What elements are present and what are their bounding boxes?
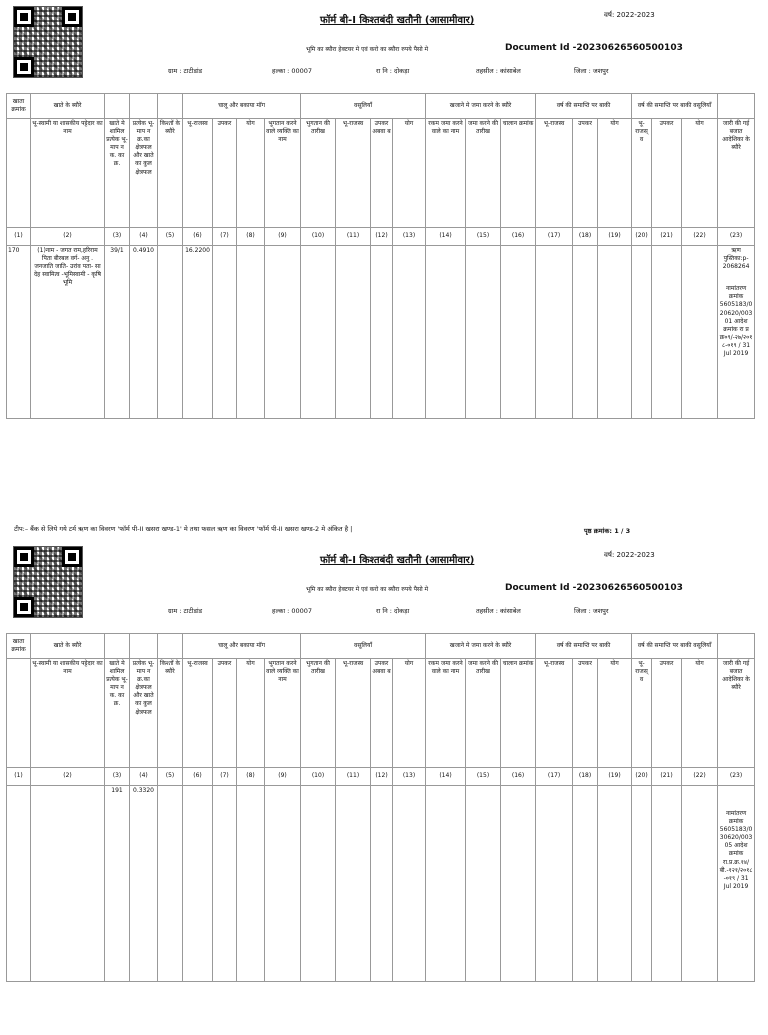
area-value: 0.3320 [130, 786, 158, 982]
col-header: भू-राजस् व [632, 119, 652, 228]
rani-label: रा नि : दोकड़ा [376, 67, 410, 75]
table-row [7, 246, 755, 419]
document-id: Document Id -20230626560500103 [505, 583, 683, 593]
header-chalu: चालू और बकाया मॉग [183, 94, 301, 119]
col-number: (14) [426, 228, 466, 246]
namantaran-details: नामांतरण क्रमांक 5605183/020620/00301 आदेश क्रमांक रा प्र क्र०९/-२७/२०१८-०१९ / 31 Jul 2019 [719, 285, 753, 358]
col-header: प्रत्येक भू-माप न क्र.का क्षेत्रफल और खाते का कुल क्षेत्रफल [130, 659, 158, 768]
kisht-value [158, 246, 183, 419]
col-header: भू-स्वामी या शासकीय पट्टेदार का नाम [31, 119, 105, 228]
document-id: Document Id -20230626560500103 [505, 43, 683, 53]
form-title: फॉर्म बी-I किश्तबंदी खतौनी (आसामीवार) [320, 15, 475, 26]
col-number: (7) [213, 768, 237, 786]
col-header: जमा करने की तारीख [466, 659, 501, 768]
col-header: उपकर [573, 119, 598, 228]
ledger-page-1 [0, 0, 768, 495]
col-number: (8) [237, 228, 265, 246]
owner-details: (1)नाम - जगत राम,हरिराम पिता बीरबल वर्ग- अनु . जनजाति जाति- उरांव पता- सा देह स्वामित्व -भूमिस्वामी - कृषि भूमि [31, 246, 105, 419]
khasra-number: 39/1 [105, 246, 130, 419]
col-header: उपकर [573, 659, 598, 768]
qr-finder [14, 57, 34, 77]
halka-label: हल्का : 00007 [272, 607, 313, 615]
qr-finder [62, 547, 82, 567]
col-number: (11) [336, 768, 371, 786]
col-number: (4) [130, 768, 158, 786]
khata-number: 170 [7, 246, 31, 419]
col-header: भू-राजस्व [183, 659, 213, 768]
form-title: फॉर्म बी-I किश्तबंदी खतौनी (आसामीवार) [320, 555, 475, 566]
col-header: जारी की गई बजात आदेशिका के ब्यौरे [718, 119, 755, 228]
col-number: (21) [652, 228, 682, 246]
khasra-number: 191 [105, 786, 130, 982]
qr-finder [14, 597, 34, 617]
col-header: उपकर [652, 659, 682, 768]
col-header: भुगतान की तारीख [301, 659, 336, 768]
col-header: जमा करने की तारीख [466, 119, 501, 228]
col-number: (3) [105, 228, 130, 246]
qr-finder [14, 547, 34, 567]
header-varsh-vasuli: वर्ष की समाप्ति पर बाकी वसूलियाँ [632, 94, 718, 119]
col-number: (18) [573, 228, 598, 246]
col-number: (3) [105, 768, 130, 786]
col-header: भू-राजस्व [183, 119, 213, 228]
tehsil-label: तहसील : कांसाबेल [476, 607, 521, 615]
col-number: (6) [183, 228, 213, 246]
col-number: (9) [265, 768, 301, 786]
col-number: (18) [573, 768, 598, 786]
col-number: (6) [183, 768, 213, 786]
col-header: भुगतान करने वाले व्यक्ति का नाम [265, 659, 301, 768]
col-number: (17) [536, 228, 573, 246]
header-khate: खाते के ब्यौरे [31, 634, 105, 659]
col-number: (16) [501, 228, 536, 246]
zila-label: जिला : जशपुर [574, 607, 609, 615]
gram-label: ग्राम : टाटीडांड [168, 607, 203, 615]
col-number: (5) [158, 768, 183, 786]
header-vasuli: वसूलियाँ [301, 94, 426, 119]
header-khajane: खजाने मे जमा करने के ब्यौरे [426, 634, 536, 659]
col-number: (10) [301, 228, 336, 246]
col-number: (20) [632, 228, 652, 246]
col-number: (5) [158, 228, 183, 246]
col-header: किश्तों के ब्यौरे [158, 119, 183, 228]
header-varsh-vasuli: वर्ष की समाप्ति पर बाकी वसूलियाँ [632, 634, 718, 659]
year-label: वर्ष: 2022-2023 [604, 11, 655, 19]
col-header: भुगतान की तारीख [301, 119, 336, 228]
units-note: भूमि का ब्यौरा हेक्टयर मे एवं करो का ब्यौरा रुपये पैसो मे [306, 46, 429, 53]
col-number: (8) [237, 768, 265, 786]
col-number: (19) [598, 768, 632, 786]
qr-code [14, 7, 82, 77]
qr-finder [62, 7, 82, 27]
col-number: (22) [682, 228, 718, 246]
footnote: टीप:– बैंक से लिये गये टर्म ऋण का विवरण 'फॉर्म पी-II खसरा खण्ड-1' मे तथा फसल ऋण का विवरण 'फॉर्म पी-II खसरा खण्ड-2 मे अंकित है | [14, 525, 353, 533]
col-header: उपकर [652, 119, 682, 228]
khata-number [7, 786, 31, 982]
col-number: (2) [31, 768, 105, 786]
col-header: रकम जमा करने वाले का नाम [426, 659, 466, 768]
col-number: (1) [7, 228, 31, 246]
col-header: चालान क्रमांक [501, 119, 536, 228]
year-label: वर्ष: 2022-2023 [604, 551, 655, 559]
col-number: (22) [682, 768, 718, 786]
col-header: योग [598, 119, 632, 228]
col-header: चालान क्रमांक [501, 659, 536, 768]
area-value: 0.4910 [130, 246, 158, 419]
col-header: खाते मे शामिल प्रत्येक भू-माप न क. का क्र. [105, 119, 130, 228]
col-header: योग [598, 659, 632, 768]
ledger-table [6, 93, 755, 419]
header-chalu: चालू और बकाया मॉग [183, 634, 301, 659]
order-details [718, 786, 755, 982]
col-header: जारी की गई बजात आदेशिका के ब्यौरे [718, 659, 755, 768]
col-number: (19) [598, 228, 632, 246]
col-number: (4) [130, 228, 158, 246]
col-header: भू-स्वामी या शासकीय पट्टेदार का नाम [31, 659, 105, 768]
page-number: पृष्ठ क्रमांक: 1 / 3 [584, 527, 631, 535]
col-number: (21) [652, 768, 682, 786]
col-header: उपकर [213, 119, 237, 228]
col-header: भू-राजस्व [336, 659, 371, 768]
column-numbers-row [7, 768, 755, 786]
rani-label: रा नि : दोकड़ा [376, 607, 410, 615]
col-number: (12) [371, 768, 393, 786]
qr-finder [14, 7, 34, 27]
header-vasuli: वसूलियाँ [301, 634, 426, 659]
col-header: योग [393, 659, 426, 768]
col-header: उपकर अबवा ब [371, 119, 393, 228]
kisht-value [158, 786, 183, 982]
header-khajane: खजाने मे जमा करने के ब्यौरे [426, 94, 536, 119]
col-number: (10) [301, 768, 336, 786]
col-header: किश्तों के ब्यौरे [158, 659, 183, 768]
header-varsh-baki: वर्ष की समाप्ति पर बाकी [536, 634, 632, 659]
gram-label: ग्राम : टाटीडांड [168, 67, 203, 75]
col-number: (2) [31, 228, 105, 246]
header-khata: खाता क्रमांक [7, 634, 31, 659]
col-number: (11) [336, 228, 371, 246]
col-header: उपकर [213, 659, 237, 768]
col-header: खाते मे शामिल प्रत्येक भू-माप न क. का क्र. [105, 659, 130, 768]
col-header: योग [393, 119, 426, 228]
col-number: (9) [265, 228, 301, 246]
col-number: (14) [426, 768, 466, 786]
owner-details [31, 786, 105, 982]
header-khata: खाता क्रमांक [7, 94, 31, 119]
rin-pustika: ऋण पुस्तिका:p-2068264 [722, 247, 750, 271]
zila-label: जिला : जशपुर [574, 67, 609, 75]
col-header: रकम जमा करने वाले का नाम [426, 119, 466, 228]
col-number: (15) [466, 228, 501, 246]
col-header: प्रत्येक भू-माप न क्र.का क्षेत्रफल और खाते का कुल क्षेत्रफल [130, 119, 158, 228]
col-number: (1) [7, 768, 31, 786]
col-number: (15) [466, 768, 501, 786]
col-header: भू-राजस्व [536, 659, 573, 768]
col-header: योग [237, 659, 265, 768]
col-header: भू-राजस्व [336, 119, 371, 228]
order-details [718, 246, 755, 419]
column-numbers-row [7, 228, 755, 246]
bhu-rajasv-value [183, 786, 213, 982]
header-varsh-baki: वर्ष की समाप्ति पर बाकी [536, 94, 632, 119]
col-number: (7) [213, 228, 237, 246]
ledger-table [6, 633, 755, 982]
col-header: योग [682, 659, 718, 768]
col-header: भू-राजस् व [632, 659, 652, 768]
col-header: भू-राजस्व [536, 119, 573, 228]
col-header: उपकर अबवा ब [371, 659, 393, 768]
ledger-page-2 [0, 540, 768, 1035]
col-number: (16) [501, 768, 536, 786]
tehsil-label: तहसील : कांसाबेल [476, 67, 521, 75]
col-number: (23) [718, 228, 755, 246]
qr-code [14, 547, 82, 617]
namantaran-details: नामांतरण क्रमांक 5605183/030620/00305 आदेश क्रमांक रा.प्र.क्र.१४/बी.-१२१/२०१८-०१९ / 31 Jul 2019 [719, 810, 753, 890]
col-number: (17) [536, 768, 573, 786]
col-number: (23) [718, 768, 755, 786]
col-number: (13) [393, 228, 426, 246]
header-khate: खाते के ब्यौरे [31, 94, 105, 119]
col-number: (20) [632, 768, 652, 786]
units-note: भूमि का ब्यौरा हेक्टयर मे एवं करो का ब्यौरा रुपये पैसो मे [306, 586, 429, 593]
halka-label: हल्का : 00007 [272, 67, 313, 75]
col-header: योग [682, 119, 718, 228]
col-header: भुगतान करने वाले व्यक्ति का नाम [265, 119, 301, 228]
col-number: (13) [393, 768, 426, 786]
col-number: (12) [371, 228, 393, 246]
table-row [7, 786, 755, 982]
col-header: योग [237, 119, 265, 228]
bhu-rajasv-value: 16.2200 [183, 246, 213, 419]
